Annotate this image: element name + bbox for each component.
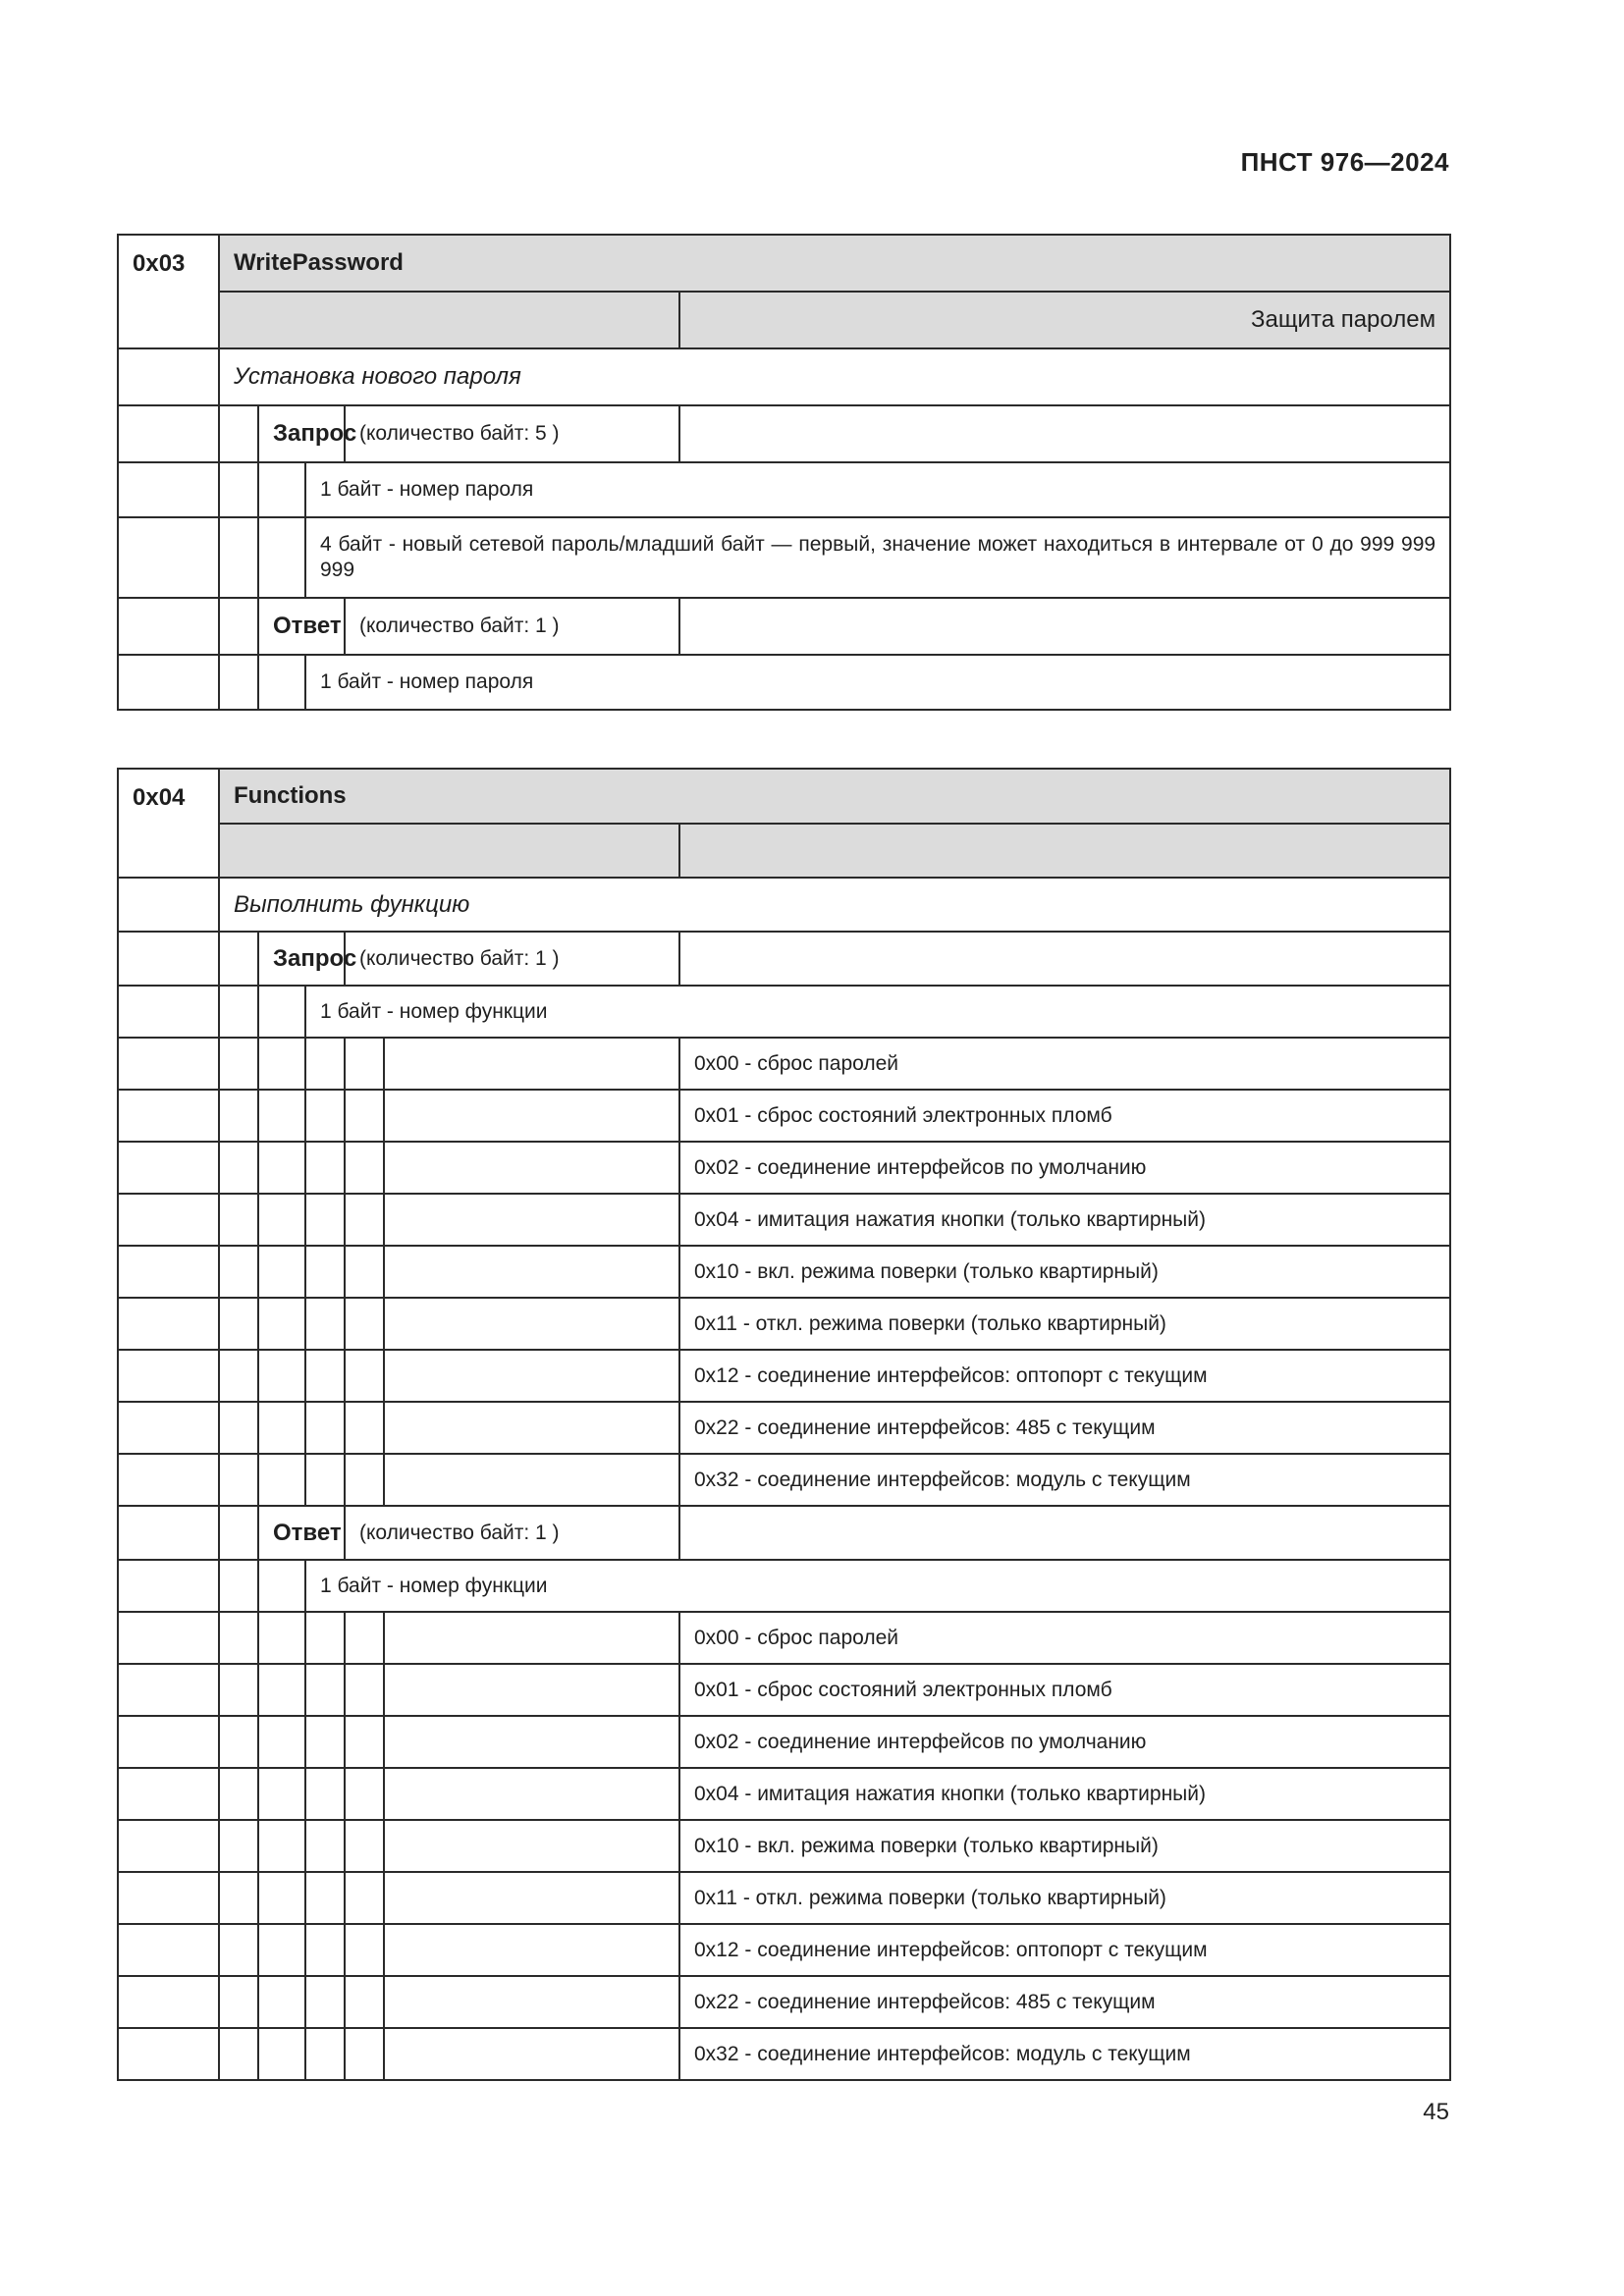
empty-cell bbox=[258, 1246, 305, 1298]
document-id: ПНСТ 976—2024 bbox=[1240, 147, 1449, 177]
empty-cell bbox=[219, 1872, 258, 1924]
empty-cell bbox=[118, 348, 219, 405]
empty-cell bbox=[345, 1038, 384, 1090]
empty-cell bbox=[258, 1298, 305, 1350]
command-title: Выполнить функцию bbox=[219, 878, 1450, 932]
response-value-row bbox=[118, 1664, 1450, 1716]
empty-cell bbox=[118, 1246, 219, 1298]
function-value: 0x32 - соединение интерфейсов: модуль с текущим bbox=[679, 2028, 1450, 2080]
empty-cell bbox=[118, 1194, 219, 1246]
empty-cell bbox=[219, 462, 258, 517]
empty-cell bbox=[219, 655, 258, 710]
empty-cell bbox=[258, 1612, 305, 1664]
empty-cell bbox=[305, 1924, 345, 1976]
function-value: 0x02 - соединение интерфейсов по умолчанию bbox=[679, 1142, 1450, 1194]
empty-cell bbox=[345, 1664, 384, 1716]
function-value: 0x01 - сброс состояний электронных пломб bbox=[679, 1664, 1450, 1716]
empty-cell bbox=[219, 1246, 258, 1298]
request-byte-count: (количество байт: 5 ) bbox=[345, 405, 679, 462]
request-value-row bbox=[118, 1142, 1450, 1194]
function-value: 0x01 - сброс состояний электронных пломб bbox=[679, 1090, 1450, 1142]
empty-cell bbox=[258, 1350, 305, 1402]
empty-cell bbox=[345, 1768, 384, 1820]
empty-cell bbox=[219, 1768, 258, 1820]
empty-cell bbox=[118, 1560, 219, 1612]
function-value: 0x11 - откл. режима поверки (только квартирный) bbox=[679, 1872, 1450, 1924]
request-byte-count: (количество байт: 1 ) bbox=[345, 932, 679, 986]
empty-cell bbox=[305, 2028, 345, 2080]
empty-cell bbox=[384, 1038, 679, 1090]
function-value: 0x04 - имитация нажатия кнопки (только квартирный) bbox=[679, 1194, 1450, 1246]
empty-cell bbox=[219, 932, 258, 986]
function-value: 0x10 - вкл. режима поверки (только квартирный) bbox=[679, 1820, 1450, 1872]
response-label: Ответ bbox=[258, 598, 345, 655]
response-value-row bbox=[118, 1612, 1450, 1664]
request-field: 1 байт - номер пароля bbox=[305, 462, 1450, 517]
command-title: Установка нового пароля bbox=[219, 348, 1450, 405]
empty-cell bbox=[258, 655, 305, 710]
empty-cell bbox=[258, 1768, 305, 1820]
function-value: 0x00 - сброс паролей bbox=[679, 1038, 1450, 1090]
empty-cell bbox=[118, 1716, 219, 1768]
empty-cell bbox=[118, 405, 219, 462]
request-field: 4 байт - новый сетевой пароль/младший байт — первый, значение может находиться в интервале от 0 до 999 999 999 bbox=[305, 517, 1450, 598]
empty-cell bbox=[305, 1716, 345, 1768]
empty-cell bbox=[118, 1976, 219, 2028]
request-value-row bbox=[118, 1298, 1450, 1350]
empty-cell bbox=[258, 1142, 305, 1194]
empty-cell bbox=[219, 1038, 258, 1090]
empty-cell bbox=[345, 1612, 384, 1664]
header-blank-cell bbox=[679, 824, 1450, 878]
response-value-row bbox=[118, 1976, 1450, 2028]
response-value-row bbox=[118, 1872, 1450, 1924]
request-value-row bbox=[118, 1454, 1450, 1506]
empty-cell bbox=[219, 986, 258, 1038]
empty-cell bbox=[258, 1560, 305, 1612]
empty-cell bbox=[219, 1506, 258, 1560]
header-blank-cell bbox=[219, 292, 679, 348]
empty-cell bbox=[219, 1402, 258, 1454]
empty-cell bbox=[219, 405, 258, 462]
empty-cell bbox=[258, 1872, 305, 1924]
empty-cell bbox=[305, 1090, 345, 1142]
empty-cell bbox=[384, 1768, 679, 1820]
empty-cell bbox=[258, 517, 305, 598]
empty-cell bbox=[219, 1298, 258, 1350]
function-value: 0x22 - соединение интерфейсов: 485 с текущим bbox=[679, 1976, 1450, 2028]
empty-cell bbox=[384, 1664, 679, 1716]
empty-cell bbox=[118, 1350, 219, 1402]
response-value-row bbox=[118, 2028, 1450, 2080]
empty-cell bbox=[679, 598, 1450, 655]
empty-cell bbox=[219, 1090, 258, 1142]
empty-cell bbox=[258, 1820, 305, 1872]
empty-cell bbox=[305, 1664, 345, 1716]
empty-cell bbox=[384, 1142, 679, 1194]
empty-cell bbox=[258, 986, 305, 1038]
response-field: 1 байт - номер пароля bbox=[305, 655, 1450, 710]
function-value: 0x12 - соединение интерфейсов: оптопорт с текущим bbox=[679, 1350, 1450, 1402]
empty-cell bbox=[305, 1038, 345, 1090]
empty-cell bbox=[384, 2028, 679, 2080]
empty-cell bbox=[345, 1872, 384, 1924]
request-values bbox=[118, 1038, 1450, 1506]
empty-cell bbox=[305, 1402, 345, 1454]
empty-cell bbox=[118, 986, 219, 1038]
empty-cell bbox=[345, 1298, 384, 1350]
command-code: 0x04 bbox=[118, 769, 219, 878]
empty-cell bbox=[118, 1820, 219, 1872]
empty-cell bbox=[258, 1976, 305, 2028]
empty-cell bbox=[345, 1924, 384, 1976]
empty-cell bbox=[118, 1090, 219, 1142]
function-value: 0x12 - соединение интерфейсов: оптопорт с текущим bbox=[679, 1924, 1450, 1976]
empty-cell bbox=[118, 2028, 219, 2080]
empty-cell bbox=[219, 1976, 258, 2028]
empty-cell bbox=[258, 1716, 305, 1768]
request-value-row bbox=[118, 1038, 1450, 1090]
empty-cell bbox=[384, 1612, 679, 1664]
empty-cell bbox=[345, 2028, 384, 2080]
empty-cell bbox=[219, 1716, 258, 1768]
empty-cell bbox=[679, 932, 1450, 986]
command-name: Functions bbox=[219, 769, 1450, 824]
empty-cell bbox=[219, 1820, 258, 1872]
empty-cell bbox=[219, 1350, 258, 1402]
empty-cell bbox=[258, 462, 305, 517]
access-level: Защита паролем bbox=[679, 292, 1450, 348]
empty-cell bbox=[118, 1142, 219, 1194]
response-value-row bbox=[118, 1716, 1450, 1768]
empty-cell bbox=[305, 1142, 345, 1194]
response-byte-count: (количество байт: 1 ) bbox=[345, 598, 679, 655]
function-value: 0x04 - имитация нажатия кнопки (только квартирный) bbox=[679, 1768, 1450, 1820]
empty-cell bbox=[305, 1454, 345, 1506]
function-value: 0x32 - соединение интерфейсов: модуль с текущим bbox=[679, 1454, 1450, 1506]
empty-cell bbox=[118, 598, 219, 655]
empty-cell bbox=[219, 1454, 258, 1506]
empty-cell bbox=[305, 1246, 345, 1298]
empty-cell bbox=[118, 1402, 219, 1454]
empty-cell bbox=[345, 1716, 384, 1768]
empty-cell bbox=[305, 1768, 345, 1820]
empty-cell bbox=[384, 1090, 679, 1142]
empty-cell bbox=[118, 1768, 219, 1820]
empty-cell bbox=[219, 517, 258, 598]
empty-cell bbox=[384, 1820, 679, 1872]
request-value-row bbox=[118, 1194, 1450, 1246]
empty-cell bbox=[345, 1142, 384, 1194]
function-value: 0x10 - вкл. режима поверки (только квартирный) bbox=[679, 1246, 1450, 1298]
empty-cell bbox=[384, 1194, 679, 1246]
empty-cell bbox=[305, 1298, 345, 1350]
empty-cell bbox=[345, 1454, 384, 1506]
empty-cell bbox=[305, 1820, 345, 1872]
empty-cell bbox=[384, 1716, 679, 1768]
empty-cell bbox=[345, 1350, 384, 1402]
empty-cell bbox=[384, 1298, 679, 1350]
empty-cell bbox=[345, 1090, 384, 1142]
empty-cell bbox=[345, 1402, 384, 1454]
function-value: 0x11 - откл. режима поверки (только квартирный) bbox=[679, 1298, 1450, 1350]
empty-cell bbox=[118, 1298, 219, 1350]
empty-cell bbox=[345, 1976, 384, 2028]
empty-cell bbox=[219, 1142, 258, 1194]
empty-cell bbox=[345, 1820, 384, 1872]
function-value: 0x02 - соединение интерфейсов по умолчанию bbox=[679, 1716, 1450, 1768]
empty-cell bbox=[305, 1612, 345, 1664]
empty-cell bbox=[345, 1246, 384, 1298]
response-value-row bbox=[118, 1924, 1450, 1976]
empty-cell bbox=[384, 1350, 679, 1402]
empty-cell bbox=[384, 1924, 679, 1976]
empty-cell bbox=[258, 1090, 305, 1142]
empty-cell bbox=[258, 2028, 305, 2080]
request-value-row bbox=[118, 1246, 1450, 1298]
empty-cell bbox=[345, 1194, 384, 1246]
request-label: Запрос bbox=[258, 932, 345, 986]
empty-cell bbox=[219, 1924, 258, 1976]
empty-cell bbox=[118, 932, 219, 986]
command-code: 0x03 bbox=[118, 235, 219, 348]
empty-cell bbox=[118, 1038, 219, 1090]
request-value-row bbox=[118, 1402, 1450, 1454]
response-values bbox=[118, 1612, 1450, 2080]
empty-cell bbox=[258, 1038, 305, 1090]
command-name: WritePassword bbox=[219, 235, 1450, 292]
response-value-row bbox=[118, 1820, 1450, 1872]
empty-cell bbox=[258, 1194, 305, 1246]
empty-cell bbox=[384, 1402, 679, 1454]
empty-cell bbox=[118, 655, 219, 710]
function-value: 0x22 - соединение интерфейсов: 485 с текущим bbox=[679, 1402, 1450, 1454]
empty-cell bbox=[118, 1612, 219, 1664]
empty-cell bbox=[679, 1506, 1450, 1560]
empty-cell bbox=[219, 1194, 258, 1246]
empty-cell bbox=[384, 1246, 679, 1298]
empty-cell bbox=[258, 1454, 305, 1506]
header-blank-cell bbox=[219, 824, 679, 878]
empty-cell bbox=[118, 1454, 219, 1506]
empty-cell bbox=[118, 517, 219, 598]
page-number: 45 bbox=[1423, 2099, 1449, 2125]
empty-cell bbox=[118, 462, 219, 517]
request-value-row bbox=[118, 1090, 1450, 1142]
empty-cell bbox=[384, 1976, 679, 2028]
write-password-table bbox=[117, 234, 1451, 711]
response-value-row bbox=[118, 1768, 1450, 1820]
response-label: Ответ bbox=[258, 1506, 345, 1560]
empty-cell bbox=[305, 1976, 345, 2028]
empty-cell bbox=[219, 1612, 258, 1664]
response-field: 1 байт - номер функции bbox=[305, 1560, 1450, 1612]
empty-cell bbox=[118, 1664, 219, 1716]
functions-table bbox=[117, 768, 1451, 2081]
request-field: 1 байт - номер функции bbox=[305, 986, 1450, 1038]
empty-cell bbox=[305, 1194, 345, 1246]
empty-cell bbox=[219, 1664, 258, 1716]
function-value: 0x00 - сброс паролей bbox=[679, 1612, 1450, 1664]
empty-cell bbox=[118, 1872, 219, 1924]
empty-cell bbox=[384, 1454, 679, 1506]
empty-cell bbox=[258, 1402, 305, 1454]
empty-cell bbox=[118, 878, 219, 932]
empty-cell bbox=[679, 405, 1450, 462]
empty-cell bbox=[258, 1664, 305, 1716]
response-byte-count: (количество байт: 1 ) bbox=[345, 1506, 679, 1560]
empty-cell bbox=[118, 1924, 219, 1976]
empty-cell bbox=[384, 1872, 679, 1924]
empty-cell bbox=[258, 1924, 305, 1976]
request-value-row bbox=[118, 1350, 1450, 1402]
empty-cell bbox=[305, 1350, 345, 1402]
empty-cell bbox=[219, 598, 258, 655]
empty-cell bbox=[219, 2028, 258, 2080]
request-label: Запрос bbox=[258, 405, 345, 462]
empty-cell bbox=[118, 1506, 219, 1560]
empty-cell bbox=[219, 1560, 258, 1612]
empty-cell bbox=[305, 1872, 345, 1924]
